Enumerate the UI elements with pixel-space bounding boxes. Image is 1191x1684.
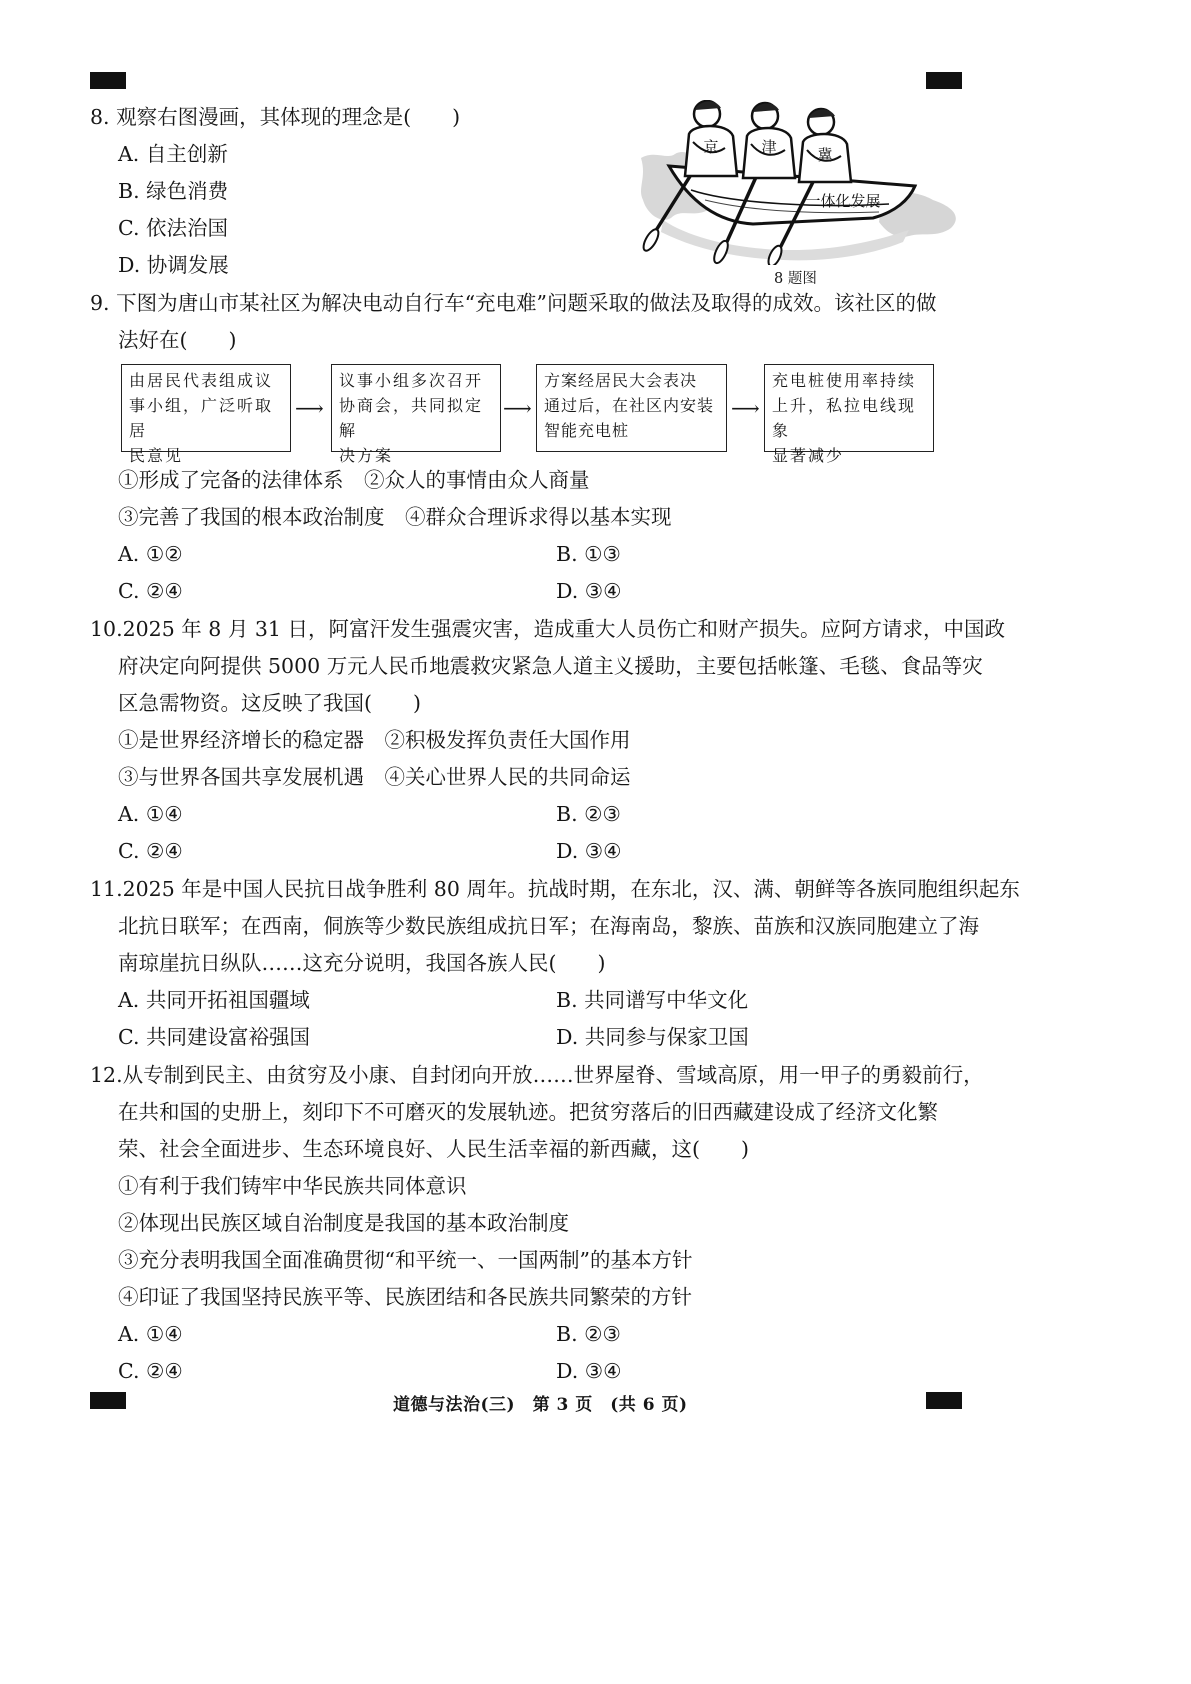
flow-arrow-2: ⟶ — [503, 396, 532, 420]
flow-step-4-line-3: 显著减少 — [772, 446, 845, 465]
question-9-stem-line-1: 9. 下图为唐山市某社区为解决电动自行车“充电难”问题采取的做法及取得的成效。该社区的做 — [90, 291, 937, 315]
question-11-option-b: B. 共同谱写中华文化 — [556, 988, 749, 1012]
registration-mark-bottom-left — [90, 1392, 126, 1409]
question-12-statement-3: ③充分表明我国全面准确贯彻“和平统一、一国两制”的基本方针 — [118, 1248, 693, 1272]
flow-step-2 — [331, 364, 501, 465]
question-12-statement-1: ①有利于我们铸牢中华民族共同体意识 — [118, 1174, 467, 1198]
question-8-figure-caption: 8 题图 — [774, 271, 817, 287]
question-12-option-b: B. ②③ — [556, 1322, 621, 1346]
flow-step-4 — [764, 364, 934, 465]
rowing-boat-cartoon — [633, 100, 963, 265]
flow-step-1 — [121, 364, 291, 465]
question-12-option-c: C. ②④ — [118, 1359, 183, 1383]
cartoon-label-ji: 冀 — [817, 146, 833, 164]
flow-step-3-line-3: 智能充电桩 — [544, 421, 630, 440]
page-footer: 道德与法治(三) 第 3 页 (共 6 页) — [393, 1395, 688, 1415]
question-10-stem-line-1: 10.2025 年 8 月 31 日，阿富汗发生强震灾害，造成重大人员伤亡和财产损失。应阿方请求，中国政 — [90, 617, 1005, 641]
question-12-option-d: D. ③④ — [556, 1359, 622, 1383]
question-12-option-a: A. ①④ — [118, 1322, 183, 1346]
flow-step-1-line-3: 民意见 — [129, 446, 184, 465]
question-10-option-d: D. ③④ — [556, 839, 622, 863]
question-11-stem-line-1: 11.2025 年是中国人民抗日战争胜利 80 周年。抗战时期，在东北，汉、满、朝鲜等各族同胞组织起东 — [90, 877, 1020, 901]
registration-mark-top-right — [926, 72, 962, 89]
question-8-option-a: A. 自主创新 — [118, 142, 228, 166]
cartoon-label-jin: 津 — [761, 138, 777, 156]
question-10-stem-line-3: 区急需物资。这反映了我国( ) — [118, 691, 421, 715]
question-11-option-c: C. 共同建设富裕强国 — [118, 1025, 310, 1049]
flow-step-3-line-2: 通过后，在社区内安装 — [544, 396, 715, 415]
flow-step-4-line-1: 充电桩使用率持续 — [772, 371, 917, 390]
question-11-stem-line-3: 南琼崖抗日纵队……这充分说明，我国各族人民( ) — [118, 951, 606, 975]
question-10-option-c: C. ②④ — [118, 839, 183, 863]
question-12-statement-4: ④印证了我国坚持民族平等、民族团结和各民族共同繁荣的方针 — [118, 1285, 692, 1309]
question-10-stem-line-2: 府决定向阿提供 5000 万元人民币地震救灾紧急人道主义援助，主要包括帐篷、毛毯、食品等灾 — [118, 654, 983, 678]
flow-step-1-line-2: 事小组，广泛听取居 — [129, 396, 274, 440]
flow-step-4-line-2: 上升，私拉电线现象 — [772, 396, 917, 440]
question-10-option-a: A. ①④ — [118, 802, 183, 826]
question-11-option-d: D. 共同参与保家卫国 — [556, 1025, 749, 1049]
question-10-statements-line-2: ③与世界各国共享发展机遇 ④关心世界人民的共同命运 — [118, 765, 631, 789]
cartoon-boat-label: 一体化发展 — [805, 192, 881, 210]
flow-step-1-line-1: 由居民代表组成议 — [129, 371, 274, 390]
flow-step-2-line-1: 议事小组多次召开 — [339, 371, 484, 390]
cartoon-label-jing: 京 — [703, 138, 719, 156]
registration-mark-top-left — [90, 72, 126, 89]
flow-step-3-line-1: 方案经居民大会表决 — [544, 371, 698, 390]
question-9-option-a: A. ①② — [118, 542, 183, 566]
question-8-stem: 8. 观察右图漫画，其体现的理念是( ) — [90, 105, 461, 129]
question-12-stem-line-1: 12.从专制到民主、由贫穷及小康、自封闭向开放……世界屋脊、雪域高原，用一甲子的勇毅前行， — [90, 1063, 984, 1087]
question-9-statements-line-1: ①形成了完备的法律体系 ②众人的事情由众人商量 — [118, 468, 590, 492]
question-10-statements-line-1: ①是世界经济增长的稳定器 ②积极发挥负责任大国作用 — [118, 728, 631, 752]
question-12-stem-line-2: 在共和国的史册上，刻印下不可磨灭的发展轨迹。把贫穷落后的旧西藏建设成了经济文化繁 — [118, 1100, 938, 1124]
question-12-stem-line-3: 荣、社会全面进步、生态环境良好、人民生活幸福的新西藏，这( ) — [118, 1137, 749, 1161]
question-12-statement-2: ②体现出民族区域自治制度是我国的基本政治制度 — [118, 1211, 569, 1235]
question-9-statements-line-2: ③完善了我国的根本政治制度 ④群众合理诉求得以基本实现 — [118, 505, 672, 529]
question-11-stem-line-2: 北抗日联军；在西南，侗族等少数民族组成抗日军；在海南岛，黎族、苗族和汉族同胞建立了海 — [118, 914, 979, 938]
question-9-stem-line-2: 法好在( ) — [118, 328, 237, 352]
question-9-option-b: B. ①③ — [556, 542, 621, 566]
question-10-option-b: B. ②③ — [556, 802, 621, 826]
flow-arrow-3: ⟶ — [731, 396, 760, 420]
flow-step-2-line-2: 协商会，共同拟定解 — [339, 396, 484, 440]
flow-step-2-line-3: 决方案 — [339, 446, 394, 465]
flow-step-3 — [536, 364, 727, 452]
question-9-option-d: D. ③④ — [556, 579, 622, 603]
question-11-option-a: A. 共同开拓祖国疆域 — [118, 988, 310, 1012]
question-8-option-b: B. 绿色消费 — [118, 179, 229, 203]
question-9-option-c: C. ②④ — [118, 579, 183, 603]
flow-arrow-1: ⟶ — [295, 396, 324, 420]
registration-mark-bottom-right — [926, 1392, 962, 1409]
question-8-option-c: C. 依法治国 — [118, 216, 228, 240]
question-8-option-d: D. 协调发展 — [118, 253, 229, 277]
